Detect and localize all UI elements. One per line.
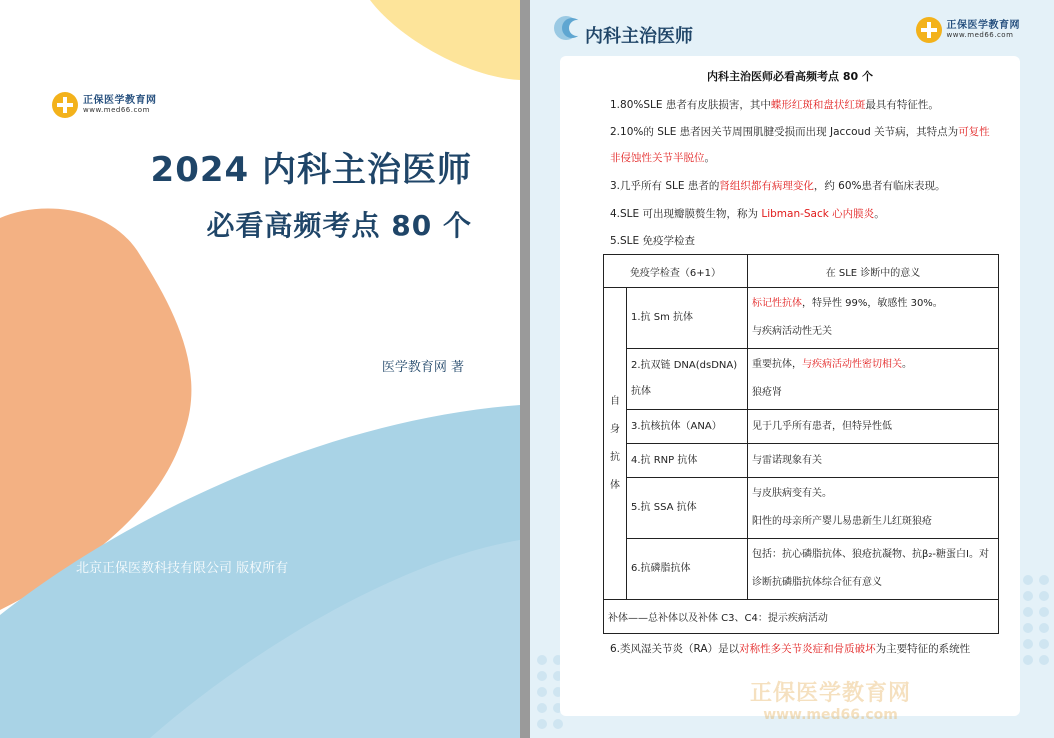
point-4-tail: 。 — [874, 208, 885, 220]
cover-logo-url: www.med66.com — [83, 105, 150, 114]
header-logo-name: 正保医学教育网 — [946, 20, 1020, 32]
point-1-highlight: 蝶形红斑和盘状红斑 — [770, 99, 866, 111]
table-row — [604, 288, 999, 349]
antibody-name: 4.抗 RNP 抗体 — [627, 444, 748, 478]
point-3-tail: ，约 60%患者有临床表现。 — [813, 180, 946, 192]
point-6-highlight: 对称性多关节炎症和骨质破坏 — [739, 643, 876, 655]
point-4-text: 4.SLE 可出现瓣膜赘生物，称为 — [610, 208, 762, 220]
point-1 — [610, 92, 990, 118]
antibody-significance: 见于几乎所有患者，但特异性低 — [748, 410, 999, 444]
antibody-name: 6.抗磷脂抗体 — [627, 539, 748, 600]
antibody-significance: 包括：抗心磷脂抗体、狼疮抗凝物、抗β₂-糖蛋白Ⅰ。对诊断抗磷脂抗体综合征有意义 — [748, 539, 999, 600]
point-1-text: 1.80%SLE 患者有皮肤损害，其中 — [610, 99, 771, 111]
point-3 — [610, 173, 990, 199]
antibody-significance: 与雷诺现象有关 — [748, 444, 999, 478]
table-row — [604, 349, 999, 410]
group-char: 身 — [610, 423, 620, 435]
cover-logo — [52, 92, 157, 118]
antibody-significance — [748, 288, 999, 349]
point-4-highlight: Libman-Sack 心内膜炎 — [761, 208, 875, 220]
header-logo-url: www.med66.com — [946, 30, 1014, 39]
cover-author: 医学教育网 著 — [381, 360, 464, 375]
cover-subtitle: 必看高频考点 80 个 — [206, 209, 472, 242]
point-3-text: 3.几乎所有 SLE 患者的 — [610, 180, 720, 192]
significance-text: 与皮肤病变有关。 — [752, 488, 832, 499]
point-3-highlight: 肾组织都有病理变化 — [719, 180, 814, 192]
antibody-name: 5.抗 SSA 抗体 — [627, 478, 748, 539]
cover-title: 2024 内科主治医师 — [150, 150, 472, 190]
table-row — [604, 539, 999, 600]
point-1-tail: 最具有特征性。 — [865, 99, 939, 111]
logo-cross-icon — [52, 92, 78, 118]
point-2-text: 2.10%的 SLE 患者因关节周围肌腱受损而出现 Jaccoud 关节病，其特点为 — [610, 126, 959, 138]
header-swoosh-icon — [554, 15, 586, 43]
point-6-text: 6.类风湿关节炎（RA）是以 — [610, 643, 740, 655]
significance-text: 。 — [902, 359, 912, 370]
document-title: 内科主治医师必看高频考点 80 个 — [707, 70, 873, 83]
group-char: 体 — [610, 479, 620, 491]
table-complement-row — [604, 600, 999, 634]
point-5 — [610, 228, 990, 254]
point-6-tail: 为主要特征的系统性 — [875, 643, 971, 655]
significance-text: 阳性的母亲所产婴儿易患新生儿红斑狼疮 — [752, 516, 932, 527]
point-5-text: 5.SLE 免疫学检查 — [610, 235, 696, 247]
antibody-significance — [748, 349, 999, 410]
group-char: 自 — [610, 395, 620, 407]
antibody-name: 3.抗核抗体（ANA） — [627, 410, 748, 444]
cover-page — [0, 0, 520, 738]
table-header-significance: 在 SLE 诊断中的意义 — [748, 255, 999, 288]
header-logo — [916, 17, 1021, 43]
group-char: 抗 — [610, 451, 620, 463]
significance-text: 狼疮肾 — [752, 387, 782, 398]
significance-highlight: 标记性抗体 — [752, 298, 802, 309]
significance-text: ，特异性 99%，敏感性 30%。 — [802, 298, 943, 309]
significance-text: 与疾病活动性无关 — [752, 326, 832, 337]
cover-logo-name: 正保医学教育网 — [83, 95, 157, 107]
complement-note: 补体——总补体以及补体 C3、C4：提示疾病活动 — [604, 600, 999, 634]
point-2-tail: 。 — [704, 152, 715, 164]
antibody-name: 1.抗 Sm 抗体 — [627, 288, 748, 349]
table-group-label — [604, 288, 627, 600]
cover-copyright: 北京正保医教科技有限公司 版权所有 — [76, 561, 289, 576]
content-page — [530, 0, 1054, 738]
header-logo-text — [947, 21, 1021, 39]
watermark — [750, 676, 911, 723]
point-2-highlight: 可复性非侵蚀性关节半脱位 — [610, 126, 990, 164]
watermark-url: www.med66.com — [763, 707, 898, 723]
logo-cross-icon — [916, 17, 942, 43]
table-row — [604, 478, 999, 539]
point-4 — [610, 201, 990, 227]
yellow-blob — [370, 0, 520, 80]
significance-highlight: 与疾病活动性密切相关 — [802, 359, 902, 370]
table-header-row — [604, 255, 999, 288]
antibody-significance — [748, 478, 999, 539]
watermark-name: 正保医学教育网 — [750, 681, 912, 706]
antibody-name: 2.抗双链 DNA(dsDNA)抗体 — [627, 349, 748, 410]
table-row — [604, 410, 999, 444]
significance-text: 重要抗体， — [752, 359, 802, 370]
point-2 — [610, 119, 990, 171]
table-header-test: 免疫学检查（6+1） — [604, 255, 748, 288]
table-row — [604, 444, 999, 478]
cover-logo-text — [83, 96, 157, 114]
page-header-title: 内科主治医师 — [585, 26, 693, 47]
point-6 — [610, 636, 990, 662]
immunology-table — [603, 254, 999, 634]
